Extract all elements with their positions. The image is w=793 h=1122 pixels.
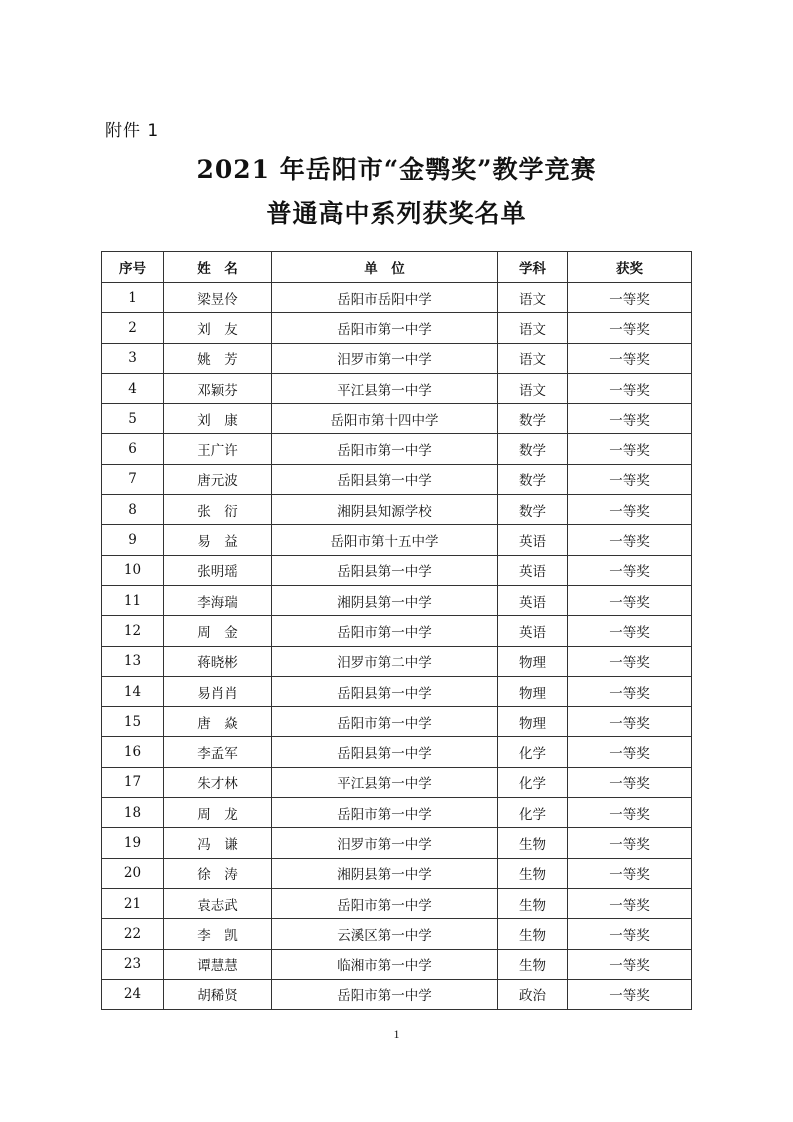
cell-name: 刘 康 <box>164 404 272 434</box>
cell-award: 一等奖 <box>568 525 692 555</box>
cell-unit: 岳阳市第一中学 <box>272 313 498 343</box>
cell-subject: 化学 <box>498 737 568 767</box>
cell-no: 17 <box>102 767 164 797</box>
table-row <box>102 464 692 494</box>
cell-unit: 岳阳市第一中学 <box>272 979 498 1009</box>
cell-subject: 英语 <box>498 616 568 646</box>
table-row <box>102 404 692 434</box>
cell-subject: 化学 <box>498 767 568 797</box>
cell-unit: 平江县第一中学 <box>272 373 498 403</box>
cell-subject: 数学 <box>498 464 568 494</box>
cell-award: 一等奖 <box>568 858 692 888</box>
cell-name: 邓颖芬 <box>164 373 272 403</box>
cell-award: 一等奖 <box>568 404 692 434</box>
table-row <box>102 888 692 918</box>
header-no: 序号 <box>102 252 164 283</box>
cell-award: 一等奖 <box>568 343 692 373</box>
cell-unit: 岳阳市第一中学 <box>272 616 498 646</box>
table-row <box>102 525 692 555</box>
cell-name: 朱才林 <box>164 767 272 797</box>
table-header-row <box>102 252 692 283</box>
cell-subject: 英语 <box>498 555 568 585</box>
cell-award: 一等奖 <box>568 283 692 313</box>
document-title: 2021 年岳阳市“金鹗奖”教学竞赛 <box>196 155 597 184</box>
cell-no: 14 <box>102 676 164 706</box>
cell-subject: 语文 <box>498 313 568 343</box>
cell-award: 一等奖 <box>568 646 692 676</box>
cell-name: 李 凯 <box>164 919 272 949</box>
cell-award: 一等奖 <box>568 888 692 918</box>
header-award: 获奖 <box>568 252 692 283</box>
table-row <box>102 646 692 676</box>
header-name: 姓 名 <box>164 252 272 283</box>
cell-subject: 物理 <box>498 646 568 676</box>
cell-unit: 岳阳县第一中学 <box>272 737 498 767</box>
cell-subject: 英语 <box>498 585 568 615</box>
cell-no: 19 <box>102 828 164 858</box>
table-row <box>102 676 692 706</box>
cell-award: 一等奖 <box>568 434 692 464</box>
table-row <box>102 616 692 646</box>
table-row <box>102 828 692 858</box>
cell-no: 24 <box>102 979 164 1009</box>
cell-name: 胡稀贤 <box>164 979 272 1009</box>
cell-no: 15 <box>102 707 164 737</box>
table-row <box>102 707 692 737</box>
cell-award: 一等奖 <box>568 585 692 615</box>
cell-unit: 湘阴县第一中学 <box>272 858 498 888</box>
cell-unit: 汨罗市第二中学 <box>272 646 498 676</box>
cell-name: 袁志武 <box>164 888 272 918</box>
cell-no: 6 <box>102 434 164 464</box>
document-subtitle: 普通高中系列获奖名单 <box>266 199 527 228</box>
cell-award: 一等奖 <box>568 737 692 767</box>
cell-subject: 生物 <box>498 888 568 918</box>
cell-subject: 生物 <box>498 919 568 949</box>
cell-name: 周 龙 <box>164 798 272 828</box>
cell-no: 7 <box>102 464 164 494</box>
table-row <box>102 585 692 615</box>
cell-name: 徐 涛 <box>164 858 272 888</box>
attachment-label: 附件 1 <box>105 121 160 141</box>
cell-no: 16 <box>102 737 164 767</box>
cell-subject: 生物 <box>498 858 568 888</box>
table-row <box>102 495 692 525</box>
cell-name: 刘 友 <box>164 313 272 343</box>
cell-name: 冯 谦 <box>164 828 272 858</box>
cell-name: 梁昱伶 <box>164 283 272 313</box>
cell-unit: 平江县第一中学 <box>272 767 498 797</box>
cell-unit: 汨罗市第一中学 <box>272 828 498 858</box>
cell-no: 5 <box>102 404 164 434</box>
cell-unit: 岳阳县第一中学 <box>272 676 498 706</box>
cell-subject: 数学 <box>498 404 568 434</box>
cell-award: 一等奖 <box>568 616 692 646</box>
cell-name: 李海瑞 <box>164 585 272 615</box>
cell-no: 13 <box>102 646 164 676</box>
header-subject: 学科 <box>498 252 568 283</box>
cell-award: 一等奖 <box>568 979 692 1009</box>
cell-unit: 湘阴县第一中学 <box>272 585 498 615</box>
cell-name: 唐 焱 <box>164 707 272 737</box>
cell-no: 10 <box>102 555 164 585</box>
cell-subject: 语文 <box>498 373 568 403</box>
cell-subject: 生物 <box>498 828 568 858</box>
table-row <box>102 283 692 313</box>
table-row <box>102 798 692 828</box>
cell-unit: 汨罗市第一中学 <box>272 343 498 373</box>
table-row <box>102 737 692 767</box>
cell-subject: 化学 <box>498 798 568 828</box>
table-row <box>102 373 692 403</box>
cell-no: 3 <box>102 343 164 373</box>
cell-name: 易肖肖 <box>164 676 272 706</box>
cell-award: 一等奖 <box>568 767 692 797</box>
cell-subject: 语文 <box>498 283 568 313</box>
cell-unit: 岳阳市岳阳中学 <box>272 283 498 313</box>
table-row <box>102 434 692 464</box>
cell-award: 一等奖 <box>568 555 692 585</box>
cell-award: 一等奖 <box>568 313 692 343</box>
cell-subject: 物理 <box>498 707 568 737</box>
cell-unit: 云溪区第一中学 <box>272 919 498 949</box>
cell-award: 一等奖 <box>568 949 692 979</box>
table-body <box>102 283 692 1010</box>
cell-name: 唐元波 <box>164 464 272 494</box>
cell-unit: 湘阴县知源学校 <box>272 495 498 525</box>
cell-name: 姚 芳 <box>164 343 272 373</box>
table-row <box>102 343 692 373</box>
cell-unit: 岳阳市第一中学 <box>272 707 498 737</box>
cell-subject: 政治 <box>498 979 568 1009</box>
cell-name: 周 金 <box>164 616 272 646</box>
cell-award: 一等奖 <box>568 373 692 403</box>
cell-name: 谭慧慧 <box>164 949 272 979</box>
cell-award: 一等奖 <box>568 676 692 706</box>
header-unit: 单 位 <box>272 252 498 283</box>
cell-unit: 岳阳市第十四中学 <box>272 404 498 434</box>
table-row <box>102 979 692 1009</box>
cell-name: 张明瑶 <box>164 555 272 585</box>
cell-no: 21 <box>102 888 164 918</box>
table-row <box>102 767 692 797</box>
cell-subject: 数学 <box>498 495 568 525</box>
cell-subject: 生物 <box>498 949 568 979</box>
cell-name: 王广许 <box>164 434 272 464</box>
cell-subject: 语文 <box>498 343 568 373</box>
cell-no: 1 <box>102 283 164 313</box>
cell-no: 23 <box>102 949 164 979</box>
cell-award: 一等奖 <box>568 707 692 737</box>
table-row <box>102 858 692 888</box>
cell-award: 一等奖 <box>568 495 692 525</box>
cell-unit: 岳阳市第一中学 <box>272 434 498 464</box>
table-row <box>102 949 692 979</box>
cell-name: 张 衍 <box>164 495 272 525</box>
cell-no: 12 <box>102 616 164 646</box>
page-number: 1 <box>393 1027 400 1041</box>
cell-award: 一等奖 <box>568 464 692 494</box>
table-row <box>102 555 692 585</box>
cell-no: 9 <box>102 525 164 555</box>
cell-unit: 岳阳市第一中学 <box>272 888 498 918</box>
cell-name: 李孟军 <box>164 737 272 767</box>
table-row <box>102 313 692 343</box>
cell-no: 22 <box>102 919 164 949</box>
cell-no: 18 <box>102 798 164 828</box>
cell-unit: 岳阳市第十五中学 <box>272 525 498 555</box>
cell-unit: 岳阳县第一中学 <box>272 555 498 585</box>
cell-no: 8 <box>102 495 164 525</box>
cell-name: 易 益 <box>164 525 272 555</box>
cell-award: 一等奖 <box>568 798 692 828</box>
cell-no: 20 <box>102 858 164 888</box>
cell-no: 4 <box>102 373 164 403</box>
cell-name: 蒋晓彬 <box>164 646 272 676</box>
cell-unit: 岳阳县第一中学 <box>272 464 498 494</box>
cell-subject: 物理 <box>498 676 568 706</box>
cell-award: 一等奖 <box>568 828 692 858</box>
award-list-table <box>101 251 692 1010</box>
cell-unit: 岳阳市第一中学 <box>272 798 498 828</box>
cell-subject: 数学 <box>498 434 568 464</box>
cell-unit: 临湘市第一中学 <box>272 949 498 979</box>
cell-no: 11 <box>102 585 164 615</box>
cell-subject: 英语 <box>498 525 568 555</box>
table-row <box>102 919 692 949</box>
cell-no: 2 <box>102 313 164 343</box>
cell-award: 一等奖 <box>568 919 692 949</box>
